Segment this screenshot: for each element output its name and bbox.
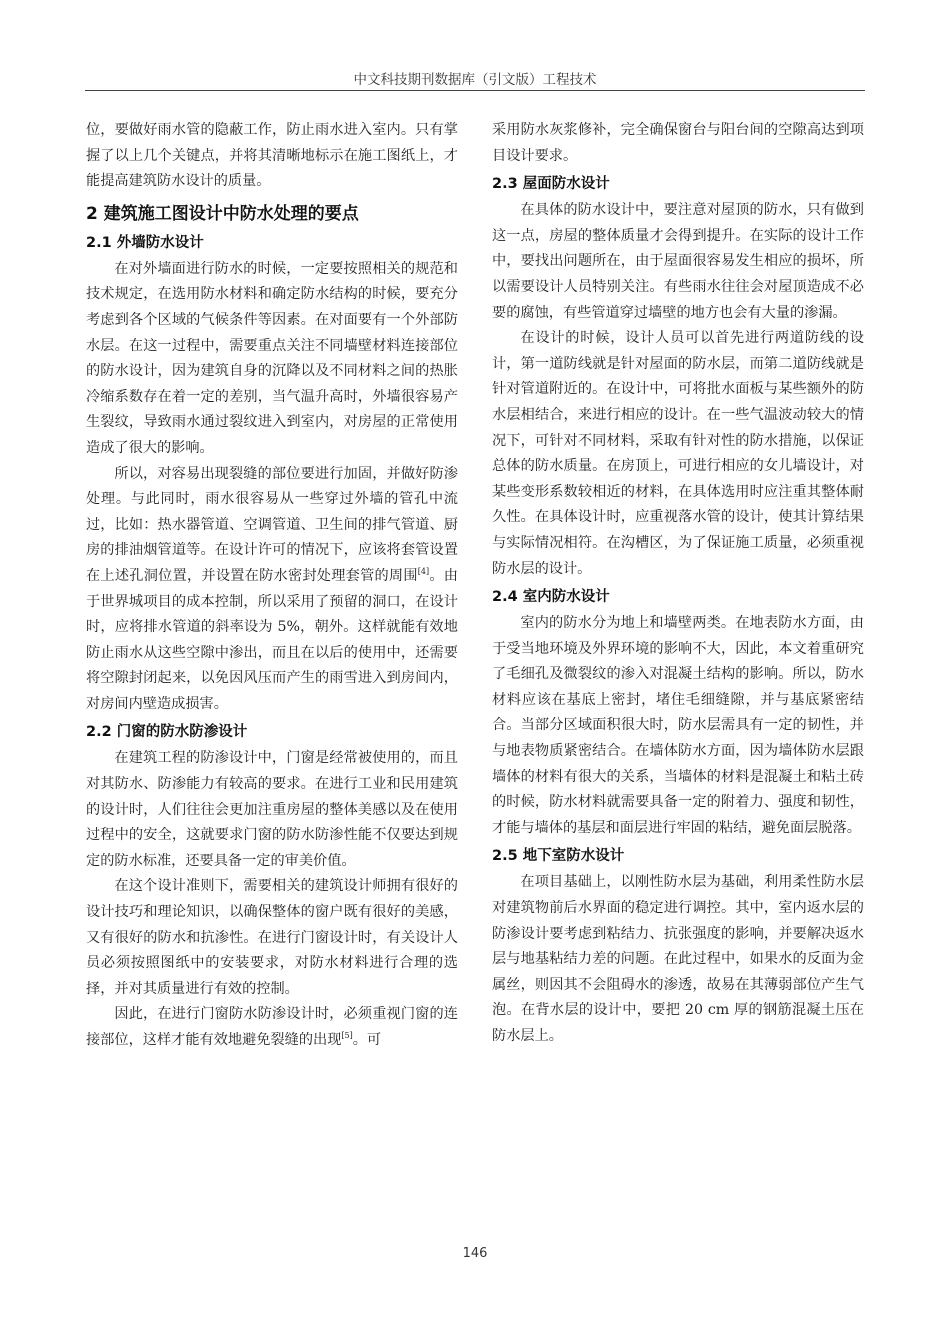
section-2-1-paragraph-2 <box>86 462 458 718</box>
section-2-2-paragraph-3-part-b: 。可 <box>352 1032 382 1048</box>
section-2-1-title: 2.1 外墙防水设计 <box>86 234 204 251</box>
section-2-3-paragraph-1: 在具体的防水设计中，要注意对屋顶的防水，只有做到这一点，房屋的整体质量才会得到提升。在实际的设计工作中，要找出问题所在，由于屋面很容易发生相应的损坏，所以需要设计人员特别关注。有些雨水往往会对屋顶造成不必要的腐蚀，有些管道穿过墙壁的地方也会有大量的渗漏。 <box>492 202 864 321</box>
section-2-2-paragraph-3 <box>86 1002 458 1053</box>
section-2-2-paragraph-1: 在建筑工程的防渗设计中，门窗是经常被使用的，而且对其防水、防渗能力有较高的要求。在进行工业和民用建筑的设计时，人们往往会更加注重房屋的整体美感以及在使用过程中的安全，这就要求门窗的防水防渗性能不仅要达到规定的防水标准，还要具备一定的审美价值。 <box>86 750 458 869</box>
section-2-4-title: 2.4 室内防水设计 <box>492 589 610 606</box>
section-2-title: 2 建筑施工图设计中防水处理的要点 <box>86 203 359 224</box>
section-2-2-paragraph-3-part-a: 因此，在进行门窗防水防渗设计时，必须重视门窗的连接部位，这样才能有效地避免裂缝的出现 <box>86 1006 458 1048</box>
continuation-paragraph: 采用防水灰浆修补，完全确保窗台与阳台间的空隙高达到项目设计要求。 <box>492 122 864 164</box>
section-2-5-title: 2.5 地下室防水设计 <box>492 848 625 865</box>
journal-header: 中文科技期刊数据库（引文版）工程技术 <box>353 72 597 88</box>
citation-5: [5] <box>341 1031 353 1040</box>
section-2-2-paragraph-2: 在这个设计准则下，需要相关的建筑设计师拥有很好的设计技巧和理论知识，以确保整体的窗户既有很好的美感，又有很好的防水和抗渗性。在进行门窗设计时，有关设计人员必须按照图纸中的安装要求，对防水材料进行合理的选择，并对其质量进行有效的控制。 <box>86 878 458 997</box>
section-2-5-paragraph-1: 在项目基础上，以刚性防水层为基础，利用柔性防水层对建筑物前后水界面的稳定进行调控。其中，室内返水层的防渗设计要考虑到粘结力、抗张强度的影响，并要解决返水层与地基粘结力差的问题。在此过程中，如果水的反面为金属丝，则因其不会阻碍水的渗透，故易在其薄弱部位产生气泡。在背水层的设计中，要把 20 cm 厚的钢筋混凝土压在防水层上。 <box>492 874 864 1044</box>
section-2-3-title: 2.3 屋面防水设计 <box>492 176 610 193</box>
intro-paragraph: 位，要做好雨水管的隐蔽工作，防止雨水进入室内。只有掌握了以上几个关键点，并将其清晰地标示在施工图纸上，才能提高建筑防水设计的质量。 <box>86 122 458 190</box>
left-column <box>86 118 458 1054</box>
section-2-4-paragraph-1: 室内的防水分为地上和墙壁两类。在地表防水方面，由于受当地环境及外界环境的影响不大，因此，本文着重研究了毛细孔及微裂纹的渗入对混凝土结构的影响。所以，防水材料应该在基底上密封，堵住毛细缝隙，并与基底紧密结合。当部分区域面积很大时，防水层需具有一定的韧性，并与地表物质紧密结合。在墙体防水方面，因为墙体防水层跟墙体的材料有很大的关系，当墙体的材料是混凝土和粘土砖的时候，防水材料就需要具备一定的附着力、强度和韧性，才能与墙体的基层和面层进行牢固的粘结，避免面层脱落。 <box>492 615 864 836</box>
right-column <box>492 118 864 1050</box>
page-number: 146 <box>462 1246 488 1261</box>
section-2-1-paragraph-1: 在对外墙面进行防水的时候，一定要按照相关的规范和技术规定，在选用防水材料和确定防水结构的时候，要充分考虑到各个区域的气候条件等因素。在对面要有一个外部防水层。在这一过程中，需要重点关注不同墙壁材料连接部位的防水设计，因为建筑自身的沉降以及不同材料之间的热胀冷缩系数存在着一定的差别，当气温升高时，外墙很容易产生裂纹，导致雨水通过裂纹进入到室内，对房屋的正常使用造成了很大的影响。 <box>86 260 458 456</box>
section-2-1-paragraph-2-part-b: 。由于世界城项目的成本控制，所以采用了预留的洞口，在设计时，应将排水管道的斜率设为 5%，朝外。这样就能有效地防止雨水从这些空隙中渗出，而且在以后的使用中，还需要将空隙封闭起来，以免因风压而产生的雨雪进入到房间内，对房间内壁造成损害。 <box>86 567 458 712</box>
header-rule <box>85 90 865 91</box>
citation-4: [4] <box>417 566 430 576</box>
section-2-3-paragraph-2: 在设计的时候，设计人员可以首先进行两道防线的设计，第一道防线就是针对屋面的防水层，而第二道防线就是针对管道附近的。在设计中，可将批水面板与某些额外的防水层相结合，来进行相应的设计。在一些气温波动较大的情况下，可针对不同材料，采取有针对性的防水措施，以保证总体的防水质量。在房顶上，可进行相应的女儿墙设计，对某些变形系数较相近的材料，在具体选用时应注重其整体耐久性。在具体设计时，应重视落水管的设计，使其计算结果与实际情况相符。在沟槽区，为了保证施工质量，必须重视防水层的设计。 <box>492 330 864 577</box>
section-2-1-paragraph-2-part-a: 所以，对容易出现裂缝的部位要进行加固，并做好防渗处理。与此同时，雨水很容易从一些穿过外墙的管孔中流过，比如：热水器管道、空调管道、卫生间的排气管道、厨房的排油烟管道等。在设计许可的情况下，应该将套管设置在上述孔洞位置，并设置在防水密封处理套管的周围 <box>86 465 458 584</box>
section-2-2-title: 2.2 门窗的防水防渗设计 <box>86 724 248 741</box>
